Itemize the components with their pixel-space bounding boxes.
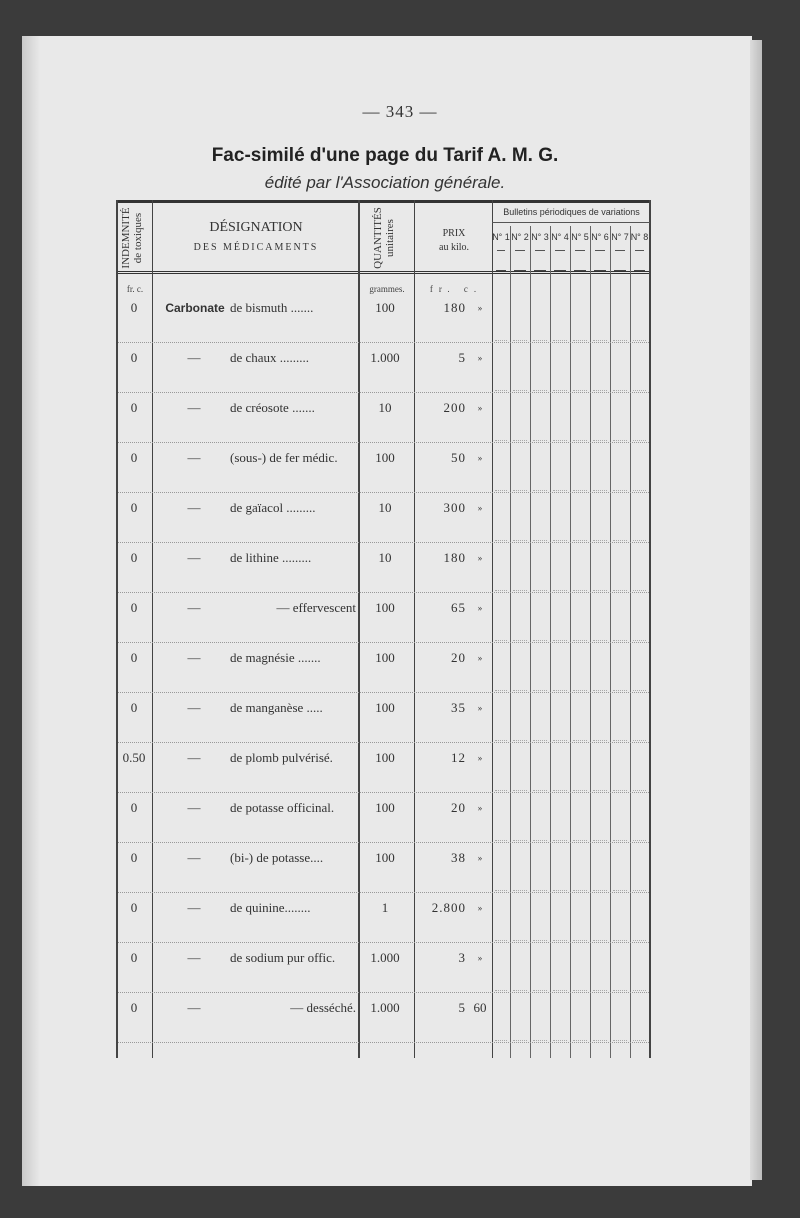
- designation-cell: de sodium pur offic.: [230, 950, 336, 965]
- table-row: [116, 800, 651, 850]
- table-top-border: [116, 200, 651, 203]
- bulletin-blank: [495, 590, 507, 592]
- bulletin-blank: [495, 740, 507, 742]
- ditto-dash-cell: —: [187, 800, 201, 815]
- bulletin-blank: [533, 590, 547, 592]
- bulletin-blank: [553, 340, 567, 342]
- indemnite-cell: 0: [130, 500, 138, 515]
- indemnite-cell: 0: [130, 700, 138, 715]
- bulletin-blank: [613, 940, 627, 942]
- bulletin-blank: [593, 840, 607, 842]
- prix-header: PRIX: [442, 228, 466, 239]
- designation-cell: (sous-) de fer médic.: [230, 450, 338, 465]
- bulletin-blank: [593, 990, 607, 992]
- prix-centimes-cell: »: [477, 553, 483, 563]
- quantite-cell: 10: [378, 550, 392, 565]
- bulletin-blank: [533, 840, 547, 842]
- prix-cell: 300: [443, 500, 466, 515]
- bulletin-blank: [513, 790, 527, 792]
- bulletin-blank: [533, 690, 547, 692]
- bulletin-blank: [593, 390, 607, 392]
- designation-cell: — desséché.: [290, 1000, 356, 1015]
- prix-centimes-cell: »: [477, 653, 483, 663]
- ditto-dash-cell: —: [187, 1000, 201, 1015]
- prix-cell: 12: [451, 750, 466, 765]
- indemnite-cell: 0: [130, 850, 138, 865]
- bulletin-blank: [633, 840, 646, 842]
- designation-cell: de gaïacol .........: [230, 500, 316, 515]
- bulletin-dash: [574, 270, 586, 271]
- bulletin-dash: [615, 250, 625, 251]
- indemnite-cell: 0: [130, 800, 138, 815]
- indemnite-cell: 0: [130, 900, 138, 915]
- bulletin-dash: [634, 270, 645, 271]
- bulletin-dash: [515, 250, 525, 251]
- bulletin-blank: [533, 790, 547, 792]
- indemnite-header-line2: de toxiques: [132, 212, 144, 264]
- bulletin-blank: [495, 940, 507, 942]
- bulletins-rule: [492, 222, 650, 223]
- prix-centimes-cell: »: [477, 853, 483, 863]
- prix-cell: 200: [443, 400, 466, 415]
- bulletin-blank: [513, 840, 527, 842]
- bulletin-blank: [593, 440, 607, 442]
- bulletin-blank: [495, 340, 507, 342]
- table-row: [116, 850, 651, 900]
- row-separator: [118, 442, 649, 443]
- bulletin-blank: [633, 890, 646, 892]
- quantite-cell: 1: [381, 900, 389, 915]
- bulletin-blank: [533, 990, 547, 992]
- bulletin-blank: [613, 690, 627, 692]
- bulletin-blank: [633, 440, 646, 442]
- bulletin-blank: [613, 640, 627, 642]
- designation-cell: — effervescent: [276, 600, 356, 615]
- bulletin-blank: [633, 490, 646, 492]
- bulletin-blank: [513, 690, 527, 692]
- quantite-cell: 10: [378, 400, 392, 415]
- row-separator: [118, 892, 649, 893]
- bulletin-blank: [533, 640, 547, 642]
- bulletin-blank: [513, 490, 527, 492]
- bulletin-dash: [635, 250, 644, 251]
- ditto-dash-cell: —: [187, 400, 201, 415]
- bulletin-blank: [573, 790, 587, 792]
- bulletin-blank: [633, 390, 646, 392]
- indemnite-cell: 0: [130, 350, 138, 365]
- bulletin-blank: [573, 990, 587, 992]
- bulletin-blank: [593, 490, 607, 492]
- designation-header: DÉSIGNATION: [209, 220, 303, 235]
- quantite-cell: 100: [375, 650, 395, 665]
- bulletin-blank: [593, 540, 607, 542]
- bulletin-blank: [495, 840, 507, 842]
- quantites-header-line2: unitaires: [384, 219, 396, 257]
- quantite-cell: 1.000: [370, 1000, 400, 1015]
- row-separator: [118, 992, 649, 993]
- bulletin-blank: [513, 890, 527, 892]
- table-row: [116, 300, 651, 350]
- table-row: [116, 900, 651, 950]
- designation-cell: de manganèse .....: [230, 700, 323, 715]
- bulletin-number: N° 4: [551, 232, 569, 242]
- prix-centimes-cell: »: [477, 303, 483, 313]
- bulletin-blank: [633, 540, 646, 542]
- row-separator: [118, 342, 649, 343]
- designation-lead-cell: Carbonate: [165, 301, 225, 315]
- prix-cell: 20: [451, 650, 466, 665]
- table-row: [116, 400, 651, 450]
- designation-cell: de plomb pulvérisé.: [230, 750, 333, 765]
- page-edge: [750, 40, 762, 1180]
- bulletin-dash: [514, 270, 526, 271]
- prix-cell: 35: [451, 700, 466, 715]
- prix-cell: 5: [458, 350, 466, 365]
- bulletin-blank: [633, 790, 646, 792]
- table-row: [116, 1000, 651, 1050]
- bulletin-blank: [513, 740, 527, 742]
- quantite-unit: grammes.: [369, 284, 405, 294]
- bulletin-number: N° 1: [492, 232, 510, 242]
- ditto-dash-cell: —: [187, 900, 201, 915]
- bulletin-blank: [593, 740, 607, 742]
- bulletin-blank: [513, 590, 527, 592]
- bulletin-blank: [633, 590, 646, 592]
- bulletin-blank: [573, 490, 587, 492]
- quantite-cell: 100: [375, 600, 395, 615]
- bulletin-blank: [553, 790, 567, 792]
- bulletin-blank: [593, 890, 607, 892]
- bulletin-blank: [533, 890, 547, 892]
- quantite-cell: 100: [375, 700, 395, 715]
- table-row: [116, 650, 651, 700]
- tariff-table: [116, 200, 651, 1058]
- bulletin-blank: [533, 940, 547, 942]
- bulletin-number: N° 2: [511, 232, 529, 242]
- bulletin-blank: [613, 740, 627, 742]
- indemnite-cell: 0: [130, 550, 138, 565]
- bulletin-blank: [533, 340, 547, 342]
- bulletins-header: Bulletins périodiques de variations: [503, 207, 640, 217]
- bulletin-blank: [533, 440, 547, 442]
- page-gutter-shadow: [22, 36, 40, 1186]
- ditto-dash-cell: —: [187, 500, 201, 515]
- prix-cell: 65: [451, 600, 466, 615]
- bulletin-blank: [533, 390, 547, 392]
- bulletin-dash: [534, 270, 546, 271]
- row-separator: [118, 642, 649, 643]
- designation-cell: de potasse officinal.: [230, 800, 335, 815]
- indemnite-cell: 0: [130, 950, 138, 965]
- bulletin-blank: [593, 1040, 607, 1042]
- indemnite-cell: 0: [130, 1000, 138, 1015]
- bulletin-dash: [497, 250, 505, 251]
- prix-centimes-cell: »: [477, 753, 483, 763]
- bulletin-blank: [553, 1040, 567, 1042]
- bulletin-dash: [554, 270, 566, 271]
- quantite-cell: 10: [378, 500, 392, 515]
- bulletin-blank: [553, 990, 567, 992]
- bulletin-blank: [593, 940, 607, 942]
- bulletin-number: N° 5: [571, 232, 589, 242]
- page-title: Fac-similé d'une page du Tarif A. M. G.: [211, 145, 559, 166]
- table-row: [116, 600, 651, 650]
- bulletin-blank: [573, 890, 587, 892]
- bulletin-blank: [513, 1040, 527, 1042]
- bulletin-blank: [593, 790, 607, 792]
- prix-cell: 5: [458, 1000, 466, 1015]
- bulletin-blank: [495, 690, 507, 692]
- prix-cell: 180: [443, 550, 466, 565]
- designation-subheader: DES MÉDICAMENTS: [193, 242, 319, 253]
- ditto-dash-cell: —: [187, 350, 201, 365]
- bulletin-dash: [595, 250, 605, 251]
- bulletin-dash: [535, 250, 545, 251]
- bulletin-blank: [513, 990, 527, 992]
- bulletin-blank: [613, 590, 627, 592]
- bulletin-number: N° 3: [531, 232, 549, 242]
- bulletin-blank: [613, 890, 627, 892]
- bulletin-blank: [553, 690, 567, 692]
- row-separator: [118, 942, 649, 943]
- quantite-cell: 100: [375, 450, 395, 465]
- bulletin-blank: [533, 740, 547, 742]
- indemnite-cell: 0: [130, 300, 138, 315]
- designation-cell: de quinine........: [230, 900, 311, 915]
- bulletin-blank: [573, 440, 587, 442]
- prix-centimes-cell: »: [477, 503, 483, 513]
- bulletin-blank: [573, 1040, 587, 1042]
- bulletin-blank: [573, 390, 587, 392]
- designation-cell: de lithine .........: [230, 550, 312, 565]
- prix-centimes-cell: »: [477, 703, 483, 713]
- indemnite-cell: 0.50: [122, 750, 146, 765]
- bulletin-blank: [495, 390, 507, 392]
- row-separator: [118, 792, 649, 793]
- bulletin-blank: [553, 540, 567, 542]
- bulletin-number: N° 8: [630, 232, 649, 242]
- table-row: [116, 550, 651, 600]
- bulletin-blank: [613, 1040, 627, 1042]
- prix-centimes-cell: »: [477, 953, 483, 963]
- bulletin-blank: [613, 790, 627, 792]
- quantite-cell: 100: [375, 750, 395, 765]
- indemnite-cell: 0: [130, 400, 138, 415]
- ditto-dash-cell: —: [187, 950, 201, 965]
- bulletin-blank: [553, 840, 567, 842]
- row-separator: [118, 1042, 649, 1043]
- bulletin-blank: [633, 1040, 646, 1042]
- quantite-cell: 100: [375, 800, 395, 815]
- page-subtitle: édité par l'Association générale.: [264, 173, 506, 192]
- quantite-cell: 1.000: [370, 350, 400, 365]
- designation-cell: de magnésie .......: [230, 650, 321, 665]
- bulletin-blank: [613, 390, 627, 392]
- bulletin-blank: [495, 640, 507, 642]
- bulletin-dash: [594, 270, 606, 271]
- row-separator: [118, 592, 649, 593]
- bulletin-blank: [613, 490, 627, 492]
- indemnite-cell: 0: [130, 450, 138, 465]
- bulletin-blank: [593, 590, 607, 592]
- prix-cell: 20: [451, 800, 466, 815]
- bulletin-blank: [553, 590, 567, 592]
- bulletin-blank: [553, 890, 567, 892]
- prix-cell: 3: [458, 950, 466, 965]
- indemnite-header: [120, 204, 148, 272]
- quantite-cell: 1.000: [370, 950, 400, 965]
- bulletin-blank: [633, 690, 646, 692]
- bulletin-blank: [513, 640, 527, 642]
- bulletin-dash: [614, 270, 626, 271]
- bulletin-blank: [513, 940, 527, 942]
- bulletin-dash: [555, 250, 565, 251]
- prix-centimes-cell: »: [477, 353, 483, 363]
- prix-centimes-cell: 60: [473, 1000, 487, 1015]
- bulletin-number: N° 6: [591, 232, 609, 242]
- row-separator: [118, 392, 649, 393]
- ditto-dash-cell: —: [187, 450, 201, 465]
- bulletin-blank: [553, 490, 567, 492]
- row-separator: [118, 742, 649, 743]
- row-separator: [118, 692, 649, 693]
- table-row: [116, 500, 651, 550]
- bulletin-blank: [593, 640, 607, 642]
- bulletin-blank: [613, 540, 627, 542]
- table-row: [116, 950, 651, 1000]
- bulletin-blank: [553, 440, 567, 442]
- prix-centimes-cell: »: [477, 903, 483, 913]
- bulletin-blank: [613, 340, 627, 342]
- row-separator: [118, 492, 649, 493]
- ditto-dash-cell: —: [187, 850, 201, 865]
- ditto-dash-cell: —: [187, 750, 201, 765]
- bulletin-blank: [613, 440, 627, 442]
- bulletin-blank: [573, 840, 587, 842]
- bulletin-blank: [495, 890, 507, 892]
- bulletin-blank: [633, 640, 646, 642]
- bulletin-blank: [495, 790, 507, 792]
- bulletin-blank: [553, 740, 567, 742]
- indemnite-cell: 0: [130, 600, 138, 615]
- bulletin-blank: [495, 490, 507, 492]
- bulletin-blank: [593, 690, 607, 692]
- table-row: [116, 700, 651, 750]
- indemnite-cell: 0: [130, 650, 138, 665]
- bulletin-blank: [533, 490, 547, 492]
- row-separator: [118, 542, 649, 543]
- bulletin-blank: [573, 590, 587, 592]
- designation-cell: de créosote .......: [230, 400, 315, 415]
- bulletin-blank: [573, 540, 587, 542]
- bulletin-blank: [613, 840, 627, 842]
- indemnite-unit: fr. c.: [126, 284, 144, 294]
- prix-unit: fr. c.: [429, 284, 483, 294]
- quantite-cell: 100: [375, 850, 395, 865]
- row-separator: [118, 842, 649, 843]
- bulletin-blank: [613, 990, 627, 992]
- bulletin-blank: [593, 340, 607, 342]
- prix-centimes-cell: »: [477, 603, 483, 613]
- prix-centimes-cell: »: [477, 453, 483, 463]
- bulletin-blank: [573, 740, 587, 742]
- designation-cell: de bismuth .......: [230, 300, 314, 315]
- bulletin-blank: [573, 640, 587, 642]
- table-row: [116, 750, 651, 800]
- prix-centimes-cell: »: [477, 803, 483, 813]
- table-row: [116, 450, 651, 500]
- bulletin-blank: [633, 940, 646, 942]
- prix-subheader: au kilo.: [439, 242, 469, 253]
- bulletin-blank: [513, 340, 527, 342]
- indemnite-header-line1: INDEMNITÉ: [120, 207, 132, 269]
- bulletin-blank: [573, 340, 587, 342]
- quantite-cell: 100: [375, 300, 395, 315]
- bulletin-blank: [553, 940, 567, 942]
- quantites-header: [372, 204, 400, 272]
- bulletin-blank: [573, 690, 587, 692]
- prix-cell: 50: [451, 450, 466, 465]
- prix-cell: 38: [451, 850, 466, 865]
- prix-cell: 2.800: [431, 900, 466, 915]
- bulletin-blank: [533, 540, 547, 542]
- bulletin-dash: [575, 250, 585, 251]
- prix-cell: 180: [443, 300, 466, 315]
- bulletin-number: N° 7: [611, 232, 629, 242]
- bulletin-blank: [513, 390, 527, 392]
- bulletin-blank: [513, 440, 527, 442]
- ditto-dash-cell: —: [187, 550, 201, 565]
- ditto-dash-cell: —: [187, 650, 201, 665]
- bulletin-dash: [496, 270, 506, 271]
- quantites-header-line1: QUANTITÉS: [372, 207, 384, 269]
- bulletin-blank: [533, 1040, 547, 1042]
- bulletin-blank: [633, 340, 646, 342]
- bulletin-blank: [495, 1040, 507, 1042]
- bulletin-blank: [633, 990, 646, 992]
- bulletin-blank: [633, 740, 646, 742]
- bulletin-blank: [553, 640, 567, 642]
- ditto-dash-cell: —: [187, 600, 201, 615]
- table-row: [116, 350, 651, 400]
- bulletin-blank: [495, 540, 507, 542]
- designation-cell: (bi-) de potasse....: [230, 850, 324, 865]
- designation-cell: de chaux .........: [230, 350, 310, 365]
- ditto-dash-cell: —: [187, 700, 201, 715]
- bulletin-blank: [553, 390, 567, 392]
- bulletin-blank: [573, 940, 587, 942]
- bulletin-blank: [495, 990, 507, 992]
- bulletin-blank: [513, 540, 527, 542]
- prix-centimes-cell: »: [477, 403, 483, 413]
- page-number: — 343 —: [362, 102, 438, 121]
- bulletin-blank: [495, 440, 507, 442]
